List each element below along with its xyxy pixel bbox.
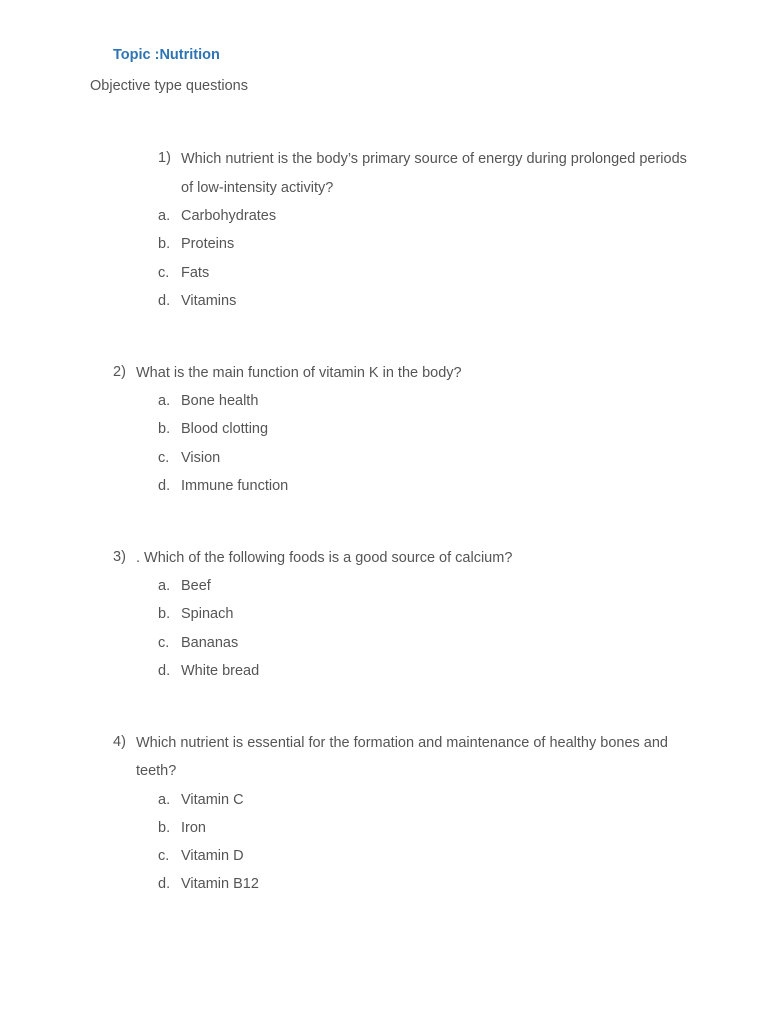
question-number: 3): [113, 549, 126, 565]
option-letter: b.: [158, 236, 171, 252]
option-letter: a.: [158, 578, 171, 594]
option-text: Beef: [181, 578, 211, 594]
option-text: Carbohydrates: [181, 208, 277, 224]
topic-heading: Topic :Nutrition: [113, 47, 220, 63]
question-text-line-1: . Which of the following foods is a good source of calcium?: [136, 550, 513, 566]
option-text: Spinach: [181, 606, 234, 622]
option-letter: c.: [158, 635, 170, 651]
question-text-line-1: Which nutrient is essential for the formation and maintenance of healthy bones and: [136, 735, 668, 751]
question-number: 4): [113, 734, 126, 750]
subtitle: Objective type questions: [90, 78, 248, 94]
question-text-line-2: teeth?: [136, 763, 177, 779]
option-text: Blood clotting: [181, 421, 269, 437]
option-text: Vitamin C: [181, 792, 244, 808]
option-letter: b.: [158, 421, 171, 437]
option-letter: d.: [158, 293, 171, 309]
question-number: 1): [158, 150, 171, 166]
option-letter: c.: [158, 450, 170, 466]
option-letter: a.: [158, 208, 171, 224]
option-text: Vitamin D: [181, 848, 244, 864]
option-text: Iron: [181, 820, 206, 836]
option-letter: d.: [158, 876, 171, 892]
option-letter: c.: [158, 848, 170, 864]
option-letter: b.: [158, 820, 171, 836]
option-text: Bone health: [181, 393, 259, 409]
option-letter: d.: [158, 663, 171, 679]
option-text: White bread: [181, 663, 260, 679]
option-letter: a.: [158, 393, 171, 409]
question-text-line-2: of low-intensity activity?: [181, 180, 334, 196]
option-text: Fats: [181, 265, 210, 281]
option-text: Bananas: [181, 635, 239, 651]
option-letter: c.: [158, 265, 170, 281]
option-text: Vitamins: [181, 293, 237, 309]
question-text-line-1: Which nutrient is the body’s primary source of energy during prolonged periods: [181, 151, 687, 167]
option-letter: b.: [158, 606, 171, 622]
option-text: Proteins: [181, 236, 235, 252]
option-text: Immune function: [181, 478, 289, 494]
option-letter: a.: [158, 792, 171, 808]
question-number: 2): [113, 364, 126, 380]
question-text-line-1: What is the main function of vitamin K in the body?: [136, 365, 462, 381]
option-text: Vision: [181, 450, 221, 466]
option-text: Vitamin B12: [181, 876, 259, 892]
option-letter: d.: [158, 478, 171, 494]
